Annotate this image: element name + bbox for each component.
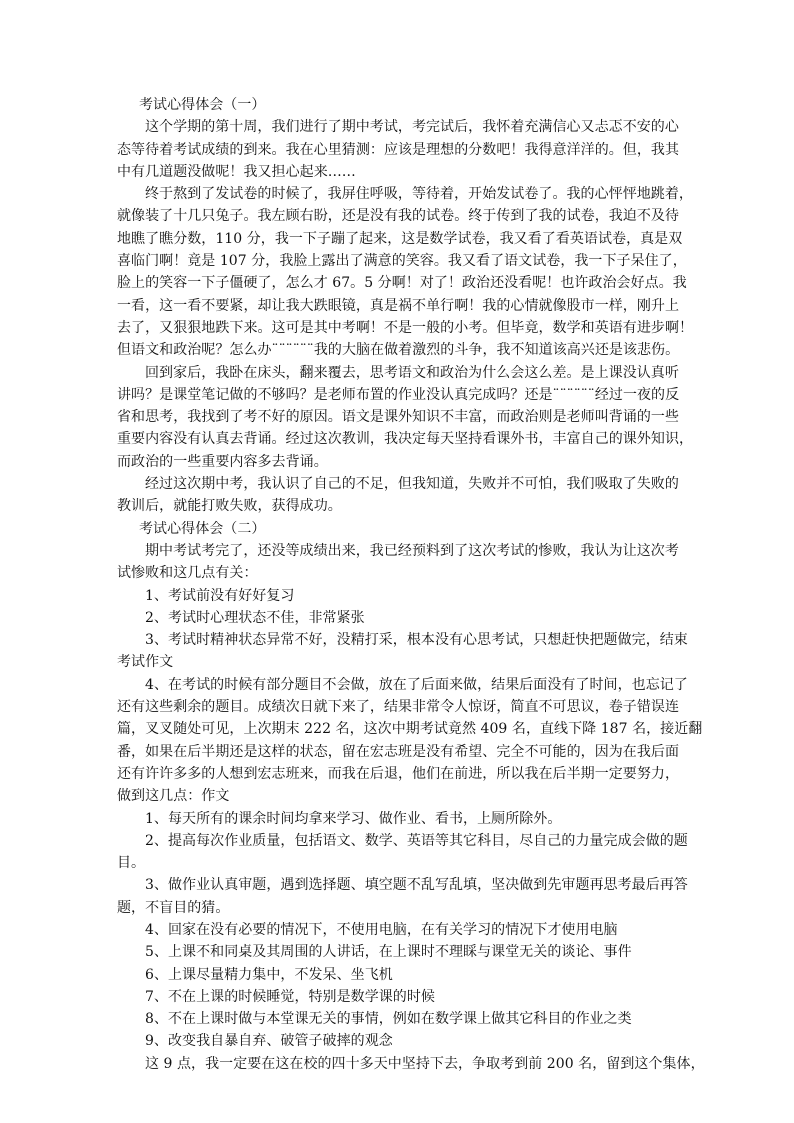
paragraph-line: 回到家后，我卧在床头，翻来覆去，思考语文和政治为什么会这么差。是上课没认真听 bbox=[145, 364, 679, 381]
paragraph-3 bbox=[117, 362, 694, 473]
list-item: 7、不在上课的时候睡觉，特别是数学课的时候 bbox=[145, 988, 435, 1005]
paragraph-line: 试惨败和这几点有关： bbox=[117, 565, 258, 582]
list-item-continuation: 还有这些剩余的题目。成绩次日就下来了，结果非常令人惊讶，简直不可思议，卷子错误连 bbox=[117, 699, 679, 716]
list-item: 3、考试时精神状态异常不好，没精打采，根本没有心思考试，只想赶快把题做完，结束 bbox=[145, 632, 688, 649]
paragraph-line: 地瞧了瞧分数，110 分，我一下子蹦了起来，这是数学试卷，我又看了看英语试卷，真是双 bbox=[117, 230, 683, 247]
section-title-2: 考试心得体会（二） bbox=[139, 520, 266, 537]
paragraph-line: 脸上的笑容一下子僵硬了，怎么才 67。5 分啊！对了！政治还没看呢！也许政治会好点。我 bbox=[117, 275, 687, 292]
paragraph-line: 就像装了十几只兔子。我左顾右盼，还是没有我的试卷。终于传到了我的试卷，我迫不及待 bbox=[117, 208, 679, 225]
paragraph-4 bbox=[117, 473, 681, 518]
list-item: 4、回家在没有必要的情况下，不使用电脑，在有关学习的情况下才使用电脑 bbox=[145, 921, 618, 938]
list-item-continuation: 考试作文 bbox=[117, 654, 174, 671]
paragraph-line: 喜临门啊！竟是 107 分，我脸上露出了满意的笑容。我又看了语文试卷，我一下子呆住了， bbox=[117, 253, 687, 270]
paragraph-line: 省和思考，我找到了考不好的原因。语文是课外知识不丰富，而政治则是老师叫背诵的一些 bbox=[117, 409, 679, 426]
paragraph-line: 态等待着考试成绩的到来。我在心里猜测：应该是理想的分数吧！我得意洋洋的。但，我其 bbox=[117, 141, 679, 158]
paragraph-line: 一看，这一看不要紧，却让我大跌眼镜，真是祸不单行啊！我的心情就像股市一样，刚升上 bbox=[117, 297, 679, 314]
paragraph-line: 讲吗？是课堂笔记做的不够吗？是老师布置的作业没认真完成吗？还是¨¨¨¨¨¨经过一夜的反 bbox=[117, 386, 680, 403]
list-item: 1、每天所有的课余时间均拿来学习、做作业、看书，上厕所除外。 bbox=[145, 810, 562, 827]
reasons-list bbox=[117, 585, 703, 808]
list-item: 2、考试时心理状态不佳，非常紧张 bbox=[145, 609, 365, 626]
section-title-1: 考试心得体会（一） bbox=[139, 97, 266, 113]
paragraph-5 bbox=[117, 540, 681, 585]
list-item: 9、改变我自暴自弃、破管子破摔的观念 bbox=[145, 1033, 393, 1050]
plans-list bbox=[117, 808, 705, 1076]
closing-line: 这 9 点，我一定要在这在校的四十多天中坚持下去，争取考到前 200 名，留到这个集体， bbox=[145, 1055, 705, 1072]
list-item: 3、做作业认真审题，遇到选择题、填空题不乱写乱填，坚决做到先审题再思考最后再答 bbox=[145, 877, 688, 894]
list-item: 5、上课不和同桌及其周围的人讲话，在上课时不理睬与课堂无关的谈论、事件 bbox=[145, 944, 632, 961]
list-item-continuation: 目。 bbox=[117, 855, 146, 872]
paragraph-line: 经过这次期中考，我认识了自己的不足，但我知道，失败并不可怕，我们吸取了失败的 bbox=[145, 476, 679, 493]
list-item: 1、考试前没有好好复习 bbox=[145, 587, 295, 604]
list-item-continuation: 还有许许多多的人想到宏志班来，而我在后退，他们在前进，所以我在后半期一定要努力， bbox=[117, 765, 679, 782]
paragraph-line: 去了，又狠狠地跌下来。这可是其中考啊！不是一般的小考。但毕竟，数学和英语有进步啊！ bbox=[117, 319, 694, 336]
paragraph-line: 终于熬到了发试卷的时候了，我屏住呼吸，等待着，开始发试卷了。我的心怦怦地跳着， bbox=[145, 186, 693, 203]
paragraph-1 bbox=[117, 116, 681, 183]
document-page bbox=[117, 94, 705, 1075]
paragraph-line: 期中考试考完了，还没等成绩出来，我已经预料到了这次考试的惨败，我认为让这次考 bbox=[145, 542, 679, 559]
paragraph-line: 中有几道题没做呢！我又担心起来…… bbox=[117, 163, 356, 180]
paragraph-2 bbox=[117, 183, 694, 361]
paragraph-line: 这个学期的第十周，我们进行了期中考试，考完试后，我怀着充满信心又忐忑不安的心 bbox=[145, 119, 679, 136]
list-item: 8、不在上课时做与本堂课无关的事情，例如在数学课上做其它科目的作业之类 bbox=[145, 1011, 632, 1028]
list-item: 4、在考试的时候有部分题目不会做，放在了后面来做，结果后面没有了时间，也忘记了 bbox=[145, 676, 688, 693]
list-item: 2、提高每次作业质量，包括语文、数学、英语等其它科目，尽自己的力量完成会做的题 bbox=[145, 832, 688, 849]
list-item-continuation: 篇，叉叉随处可见，上次期末 222 名，这次中期考试竟然 409 名，直线下降 187 名，接近翻 bbox=[117, 721, 703, 738]
list-item: 6、上课尽量精力集中，不发呆、坐飞机 bbox=[145, 966, 393, 983]
paragraph-line: 重要内容没有认真去背诵。经过这次教训，我决定每天坚持看课外书，丰富自己的课外知识， bbox=[117, 431, 694, 448]
list-item-continuation: 做到这几点：作文 bbox=[117, 788, 230, 805]
paragraph-line: 教训后，就能打败失败，获得成功。 bbox=[117, 498, 342, 515]
paragraph-line: 而政治的一些重要内容多去背诵。 bbox=[117, 453, 328, 470]
list-item-continuation: 题，不盲目的猜。 bbox=[117, 899, 230, 916]
list-item-continuation: 番，如果在后半期还是这样的状态，留在宏志班是没有希望、完全不可能的，因为在我后面 bbox=[117, 743, 679, 760]
paragraph-line: 但语文和政治呢？怎么办¨¨¨¨¨¨我的大脑在做着激烈的斗争，我不知道该高兴还是该悲伤。 bbox=[117, 342, 680, 359]
